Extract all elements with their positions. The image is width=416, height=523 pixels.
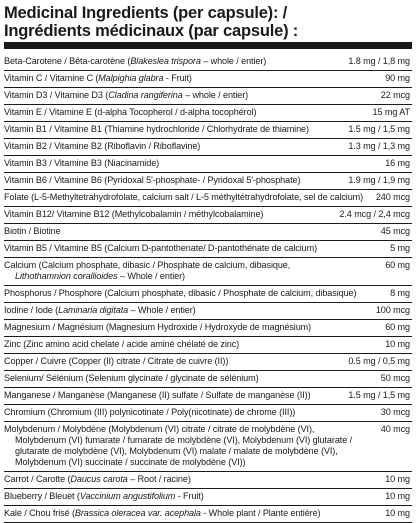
ingredient-amount: 10 mg: [385, 339, 410, 349]
ingredient-amount: 40 mcg: [380, 424, 410, 434]
ingredient-name: [4, 124, 348, 135]
ingredient-amount: 16 mg: [385, 158, 410, 168]
name-text: glutarate de molybdène (VI), Molybdenum (VI) malate / malate de molybdène (VI),: [15, 446, 338, 456]
ingredient-row: [4, 173, 412, 190]
ingredient-name-line: [4, 209, 333, 220]
name-text: – whole / entier): [182, 90, 249, 100]
ingredient-name: [4, 107, 373, 118]
ingredient-amount: 240 mcg: [375, 192, 410, 202]
ingredient-name: [4, 90, 381, 101]
ingredient-amount: 10 mg: [385, 474, 410, 484]
name-text: Molybdenum (VI) succinate / succinate de molybdène (VI)): [15, 457, 246, 467]
name-text: Zinc (Zinc amino acid chelate / acide aminé chélaté de zinc): [4, 339, 240, 349]
ingredient-name-line: [4, 243, 384, 254]
ingredient-name: [4, 192, 376, 203]
ingredient-row: [4, 506, 412, 523]
name-text: Beta-Carotene / Bêta-carotène (: [4, 56, 131, 66]
ingredient-name-line: [4, 124, 342, 135]
ingredient-row: [4, 371, 412, 388]
ingredient-row: [4, 105, 412, 122]
ingredient-name-line: [4, 457, 375, 468]
name-text: Vitamin B12/ Vitamine B12 (Methylcobalamin / méthylcobalamine): [4, 209, 264, 219]
ingredient-name-line: [4, 90, 375, 101]
ingredient-amount: 90 mg: [385, 73, 410, 83]
ingredient-name: [4, 243, 390, 254]
ingredient-name: [4, 305, 376, 316]
ingredient-name-line: [4, 288, 384, 299]
ingredient-amount: 1.5 mg / 1,5 mg: [348, 124, 410, 134]
ingredient-name-line: [4, 175, 342, 186]
ingredient-row: [4, 54, 412, 71]
ingredient-row: [4, 405, 412, 422]
name-text: – Whole / entier): [128, 305, 196, 315]
name-text: Selenium/ Sélénium (Selenium glycinate / glycinate de sélénium): [4, 373, 259, 383]
ingredient-amount: 1.3 mg / 1,3 mg: [348, 141, 410, 151]
ingredient-name: [4, 508, 385, 519]
title-line-1: Medicinal Ingredients (per capsule): /: [4, 4, 288, 22]
medicinal-ingredients-panel: [4, 0, 412, 523]
ingredient-name-line: [4, 192, 370, 203]
name-text: Iodine / Iode (: [4, 305, 59, 315]
ingredient-amount: 100 mcg: [375, 305, 410, 315]
name-text: Vitamin B5 / Vitamine B5 (Calcium D-pantothenate/ D-pantothénate de calcium): [4, 243, 318, 253]
name-text: Blueberry / Bleuet (: [4, 491, 80, 501]
ingredient-name: [4, 158, 385, 169]
name-text: Vitamin B3 / Vitamine B3 (Niacinamide): [4, 158, 160, 168]
name-text: - Whole plant / Plante entière): [200, 508, 321, 518]
name-text: Chromium (Chromium (III) polynicotinate / Poly(nicotinate) de chrome (III)): [4, 407, 296, 417]
ingredient-row: [4, 337, 412, 354]
ingredient-name-line: [4, 322, 379, 333]
name-text: Kale / Chou frisé (: [4, 508, 75, 518]
ingredient-amount: 22 mcg: [380, 90, 410, 100]
ingredient-name-line: [4, 305, 370, 316]
ingredient-name-line: [4, 446, 375, 457]
ingredient-name: [4, 390, 348, 401]
ingredient-row: [4, 207, 412, 224]
ingredient-name: [4, 56, 348, 67]
ingredient-amount: 10 mg: [385, 508, 410, 518]
ingredient-name-line: [4, 141, 342, 152]
name-text: Folate (L-5-Methyltetrahydrofolate, calcium salt / L-5 méthyltétrahydrofolate, sel de calcium): [4, 192, 364, 202]
ingredient-name: [4, 424, 381, 468]
ingredient-amount: 1.9 mg / 1,9 mg: [348, 175, 410, 185]
ingredient-row: [4, 258, 412, 286]
ingredient-name-line: [4, 508, 379, 519]
ingredient-row: [4, 472, 412, 489]
latin-name: Vaccinium angustifolium: [79, 491, 176, 501]
ingredient-row: [4, 71, 412, 88]
ingredient-row: [4, 224, 412, 241]
name-text: Vitamin B6 / Vitamine B6 (Pyridoxal 5'-phosphate- / Pyridoxal 5'-phosphate): [4, 175, 301, 185]
name-text: Phosphorus / Phosphore (Calcium phosphate, dibasic / Phosphate de calcium, dibasique): [4, 288, 357, 298]
name-text: Molybdenum / Molybdène (Molybdenum (VI) citrate / citrate de molybdène (VI),: [4, 424, 315, 434]
ingredient-row: [4, 88, 412, 105]
ingredient-row: [4, 286, 412, 303]
name-text: – Whole / entier): [117, 271, 185, 281]
ingredient-amount: 2.4 mcg / 2,4 mcg: [339, 209, 410, 219]
ingredient-row: [4, 354, 412, 371]
ingredient-name-line: [4, 424, 375, 435]
ingredient-amount: 60 mg: [385, 322, 410, 332]
ingredient-name-line: [4, 56, 342, 67]
ingredient-amount: 10 mg: [385, 491, 410, 501]
ingredient-list: [4, 54, 412, 523]
ingredient-name-line: [4, 339, 379, 350]
latin-name: Brassica oleracea var. acephala: [74, 508, 201, 518]
heading-rule: [4, 42, 412, 49]
name-text: Vitamin C / Vitamine C (: [4, 73, 99, 83]
name-text: Calcium (Calcium phosphate, dibasic / Phosphate de calcium, dibasique,: [4, 260, 291, 270]
name-text: Vitamin B2 / Vitamine B2 (Riboflavin / Riboflavine): [4, 141, 201, 151]
ingredient-name: [4, 407, 381, 418]
ingredient-name: [4, 226, 381, 237]
ingredient-name-line: [4, 356, 342, 367]
ingredient-name: [4, 73, 385, 84]
ingredient-amount: 8 mg: [390, 288, 410, 298]
ingredient-name-line: [4, 260, 379, 271]
title-line-2: Ingrédients médicinaux (par capsule) :: [4, 22, 299, 40]
ingredient-name-line: [4, 158, 379, 169]
ingredient-name: [4, 288, 390, 299]
ingredient-row: [4, 190, 412, 207]
ingredient-name-line: [4, 226, 375, 237]
ingredient-name: [4, 322, 385, 333]
ingredient-name-line: [4, 107, 367, 118]
ingredient-row: [4, 122, 412, 139]
ingredient-name-line: [4, 390, 342, 401]
name-text: Manganese / Manganèse (Manganese (II) sulfate / Sulfate de manganèse (II)): [4, 390, 311, 400]
ingredient-name: [4, 260, 385, 282]
latin-name: Cladina rangiferina: [108, 90, 183, 100]
ingredient-row: [4, 422, 412, 472]
latin-name: Lithothamnion corallioides: [15, 271, 118, 281]
name-text: Copper / Cuivre (Copper (II) citrate / Citrate de cuivre (II)): [4, 356, 229, 366]
name-text: Vitamin D3 / Vitamine D3 (: [4, 90, 109, 100]
name-text: Carrot / Carotte (: [4, 474, 71, 484]
latin-name: Daucus carota: [70, 474, 128, 484]
ingredient-row: [4, 388, 412, 405]
ingredient-amount: 1.8 mg / 1,8 mg: [348, 56, 410, 66]
name-text: – Root / racine): [127, 474, 191, 484]
ingredient-amount: 15 mg AT: [372, 107, 410, 117]
ingredient-name-line: [4, 271, 379, 282]
name-text: - Fruit): [163, 73, 192, 83]
ingredient-name: [4, 474, 385, 485]
name-text: – whole / entier): [200, 56, 267, 66]
ingredient-amount: 45 mcg: [380, 226, 410, 236]
latin-name: Laminaria digitata: [58, 305, 129, 315]
name-text: Biotin / Biotine: [4, 226, 61, 236]
ingredient-amount: 5 mg: [390, 243, 410, 253]
name-text: Molybdenum (VI) fumarate / fumarate de molybdène (VI), Molybdenum (VI) glutarate /: [15, 435, 353, 445]
ingredient-row: [4, 156, 412, 173]
ingredient-name: [4, 339, 385, 350]
name-text: Magnesium / Magnésium (Magnesium Hydroxide / Hydroxyde de magnésium): [4, 322, 312, 332]
ingredient-row: [4, 320, 412, 337]
ingredient-amount: 60 mg: [385, 260, 410, 270]
ingredient-name-line: [4, 73, 379, 84]
latin-name: Blakeslea trispora: [130, 56, 201, 66]
name-text: Vitamin E / Vitamine E (d-alpha Tocopherol / d-alpha tocophérol): [4, 107, 257, 117]
ingredient-row: [4, 241, 412, 258]
name-text: - Fruit): [175, 491, 204, 501]
ingredient-name: [4, 209, 339, 220]
ingredient-amount: 1.5 mg / 1,5 mg: [348, 390, 410, 400]
ingredient-name-line: [4, 474, 379, 485]
ingredient-name-line: [4, 435, 375, 446]
ingredient-row: [4, 139, 412, 156]
ingredient-amount: 50 mcg: [380, 373, 410, 383]
name-text: Vitamin B1 / Vitamine B1 (Thiamine hydrochloride / Chlorhydrate de thiamine): [4, 124, 309, 134]
ingredient-name: [4, 356, 348, 367]
ingredient-row: [4, 303, 412, 320]
ingredient-name-line: [4, 373, 375, 384]
ingredient-amount: 0.5 mg / 0,5 mg: [348, 356, 410, 366]
ingredient-name: [4, 141, 348, 152]
ingredient-row: [4, 489, 412, 506]
ingredient-amount: 30 mcg: [380, 407, 410, 417]
ingredient-name: [4, 373, 381, 384]
latin-name: Malpighia glabra: [98, 73, 164, 83]
ingredient-name-line: [4, 407, 375, 418]
ingredient-name: [4, 175, 348, 186]
